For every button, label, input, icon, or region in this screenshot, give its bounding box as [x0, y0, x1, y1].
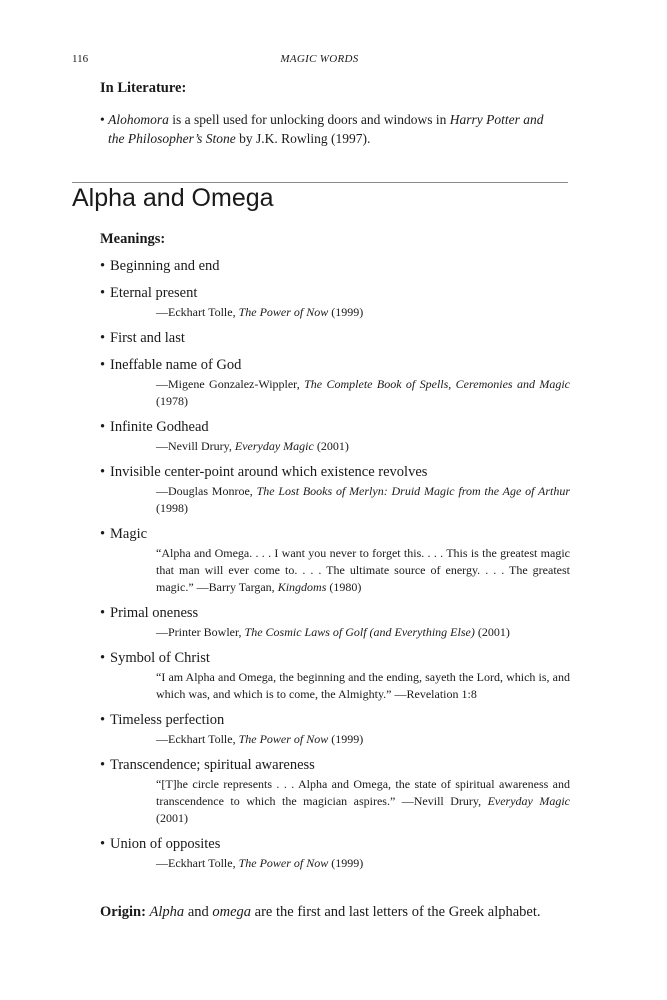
meaning-term — [100, 284, 570, 303]
meaning-term — [100, 356, 570, 375]
bullet: • — [100, 419, 106, 435]
source-text: (1999) — [328, 732, 364, 746]
meaning-item — [100, 284, 570, 321]
meaning-item — [100, 356, 570, 410]
meaning-item — [100, 711, 570, 748]
source-text: —Eckhart Tolle, — [156, 856, 239, 870]
meaning-term — [100, 525, 570, 544]
source-text: —Eckhart Tolle, — [156, 305, 239, 319]
meaning-item — [100, 257, 570, 276]
meaning-source — [156, 731, 570, 748]
meaning-source — [156, 624, 570, 641]
source-text: —Nevill Drury, — [156, 439, 235, 453]
source-title: Kingdoms — [277, 580, 327, 594]
meaning-term-text: Timeless perfection — [110, 712, 225, 728]
meaning-term — [100, 756, 570, 775]
meaning-term-text: First and last — [110, 330, 185, 346]
meaning-source — [156, 376, 570, 410]
meaning-item — [100, 756, 570, 827]
source-title: The Power of Now — [238, 856, 329, 870]
meaning-term — [100, 649, 570, 668]
literature-line2 — [100, 129, 570, 148]
source-text: “[T]he circle represents . . . Alpha and Omega, the state of spiritual awareness and transcendence to which the magician aspires.” —Nevill Drury, — [156, 777, 570, 808]
source-text: (1998) — [156, 501, 188, 515]
source-text: “I am Alpha and Omega, the beginning and the ending, sayeth the Lord, which is, and which was, and which is to come, the Almighty.” —Revelation 1:8 — [156, 670, 570, 701]
meanings-list — [100, 257, 570, 880]
page-number: 116 — [72, 53, 89, 65]
source-text: (1999) — [328, 305, 364, 319]
bullet: • — [100, 330, 106, 346]
meaning-item — [100, 418, 570, 455]
meaning-term — [100, 257, 570, 276]
meaning-term — [100, 604, 570, 623]
source-text: —Migene Gonzalez-Wippler, — [156, 377, 305, 391]
source-title: The Lost Books of Merlyn: Druid Magic from the Age of Arthur — [256, 484, 570, 498]
literature-heading: In Literature: — [100, 80, 187, 96]
running-head: MAGIC WORDS — [280, 53, 359, 65]
meaning-term-text: Primal oneness — [110, 605, 199, 621]
meaning-source — [156, 483, 570, 517]
source-text: “Alpha and Omega. . . . I want you never to forget this. . . . This is the greatest magic that man will ever come to. . . . The ultimate source of energy. . . . The greatest magic.” —Barry Targan, — [156, 546, 570, 594]
source-title: The Cosmic Laws of Golf (and Everything Else) — [244, 625, 475, 639]
meaning-source — [156, 855, 570, 872]
meanings-heading: Meanings: — [100, 231, 166, 247]
meaning-term-text: Infinite Godhead — [110, 419, 209, 435]
meaning-item — [100, 649, 570, 703]
literature-text: is a spell used for unlocking doors and windows in — [168, 112, 450, 127]
bullet: • — [100, 464, 106, 480]
source-title: The Complete Book of Spells, Ceremonies and Magic — [304, 377, 570, 391]
literature-item — [100, 110, 570, 148]
page-header — [72, 53, 567, 69]
meaning-item — [100, 604, 570, 641]
meaning-item — [100, 329, 570, 348]
bullet: • — [100, 285, 106, 301]
meaning-item — [100, 835, 570, 872]
source-text: (2001) — [474, 625, 510, 639]
bullet: • — [100, 258, 106, 274]
source-text: (2001) — [156, 811, 188, 825]
meaning-item — [100, 525, 570, 596]
meaning-term-text: Symbol of Christ — [110, 650, 210, 666]
bullet: • — [100, 836, 106, 852]
source-text: (1980) — [326, 580, 362, 594]
meaning-term — [100, 418, 570, 437]
meaning-source — [156, 669, 570, 703]
source-text: (1978) — [156, 394, 188, 408]
meaning-term-text: Transcendence; spiritual awareness — [110, 757, 315, 773]
origin-label: Origin: — [100, 904, 146, 920]
bullet: • — [100, 112, 105, 127]
entry-title: Alpha and Omega — [72, 184, 274, 212]
source-title: Everyday Magic — [234, 439, 314, 453]
bullet: • — [100, 526, 106, 542]
meaning-source — [156, 776, 570, 827]
meaning-term-text: Beginning and end — [110, 258, 220, 274]
source-text: (2001) — [313, 439, 349, 453]
entry-divider — [72, 182, 568, 183]
source-title: The Power of Now — [238, 732, 329, 746]
meaning-source — [156, 304, 570, 321]
meaning-term — [100, 835, 570, 854]
meaning-source — [156, 438, 570, 455]
meaning-term — [100, 329, 570, 348]
spell-name: Alohomora — [108, 112, 169, 127]
book-title-part2: the Philosopher’s Stone — [108, 131, 236, 146]
meaning-term — [100, 463, 570, 482]
bullet: • — [100, 357, 106, 373]
origin-word-omega: omega — [212, 904, 252, 920]
meaning-term — [100, 711, 570, 730]
source-text: (1999) — [328, 856, 364, 870]
meaning-source — [156, 545, 570, 596]
meaning-term-text: Union of opposites — [110, 836, 221, 852]
meaning-term-text: Invisible center-point around which existence revolves — [110, 464, 428, 480]
bullet: • — [100, 757, 106, 773]
origin-word-alpha: Alpha — [149, 904, 185, 920]
source-title: The Power of Now — [238, 305, 329, 319]
origin-and: and — [184, 904, 213, 920]
origin-paragraph — [100, 903, 570, 922]
source-text: —Eckhart Tolle, — [156, 732, 239, 746]
bullet: • — [100, 605, 106, 621]
meaning-term-text: Magic — [110, 526, 148, 542]
meaning-item — [100, 463, 570, 517]
meaning-term-text: Eternal present — [110, 285, 198, 301]
meaning-term-text: Ineffable name of God — [110, 357, 242, 373]
literature-citation: by J.K. Rowling (1997). — [235, 131, 371, 146]
origin-rest: are the first and last letters of the Greek alphabet. — [251, 904, 541, 920]
source-text: —Douglas Monroe, — [156, 484, 257, 498]
book-title-part1: Harry Potter and — [449, 112, 544, 127]
source-text: —Printer Bowler, — [156, 625, 245, 639]
bullet: • — [100, 650, 106, 666]
bullet: • — [100, 712, 106, 728]
source-title: Everyday Magic — [487, 794, 570, 808]
